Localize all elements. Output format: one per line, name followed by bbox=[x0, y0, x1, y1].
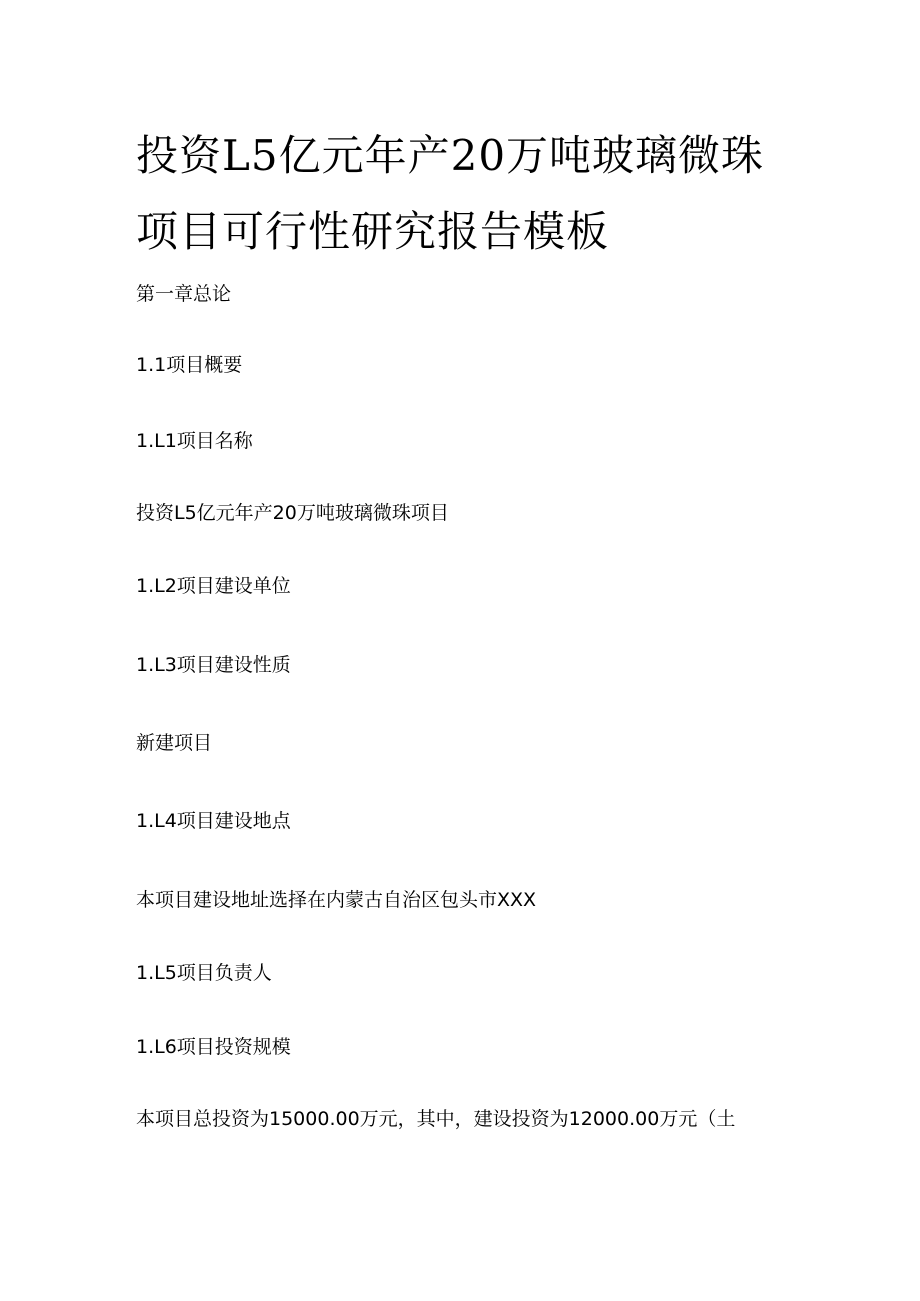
chapter-heading: 第一章总论 bbox=[136, 283, 232, 305]
paragraph-investment-scale: 本项目总投资为15000.00万元，其中，建设投资为12000.00万元（土 bbox=[136, 1108, 736, 1130]
subsection-heading-construction-site: 1.L4项目建设地点 bbox=[136, 810, 291, 832]
subsection-heading-construction-unit: 1.L2项目建设单位 bbox=[136, 575, 291, 597]
document-title: 投资L5亿元年产20万吨玻璃微珠项目可行性研究报告模板 bbox=[136, 131, 765, 256]
paragraph-construction-nature: 新建项目 bbox=[136, 732, 213, 754]
subsection-heading-investment-scale: 1.L6项目投资规模 bbox=[136, 1036, 291, 1058]
section-heading-overview: 1.1项目概要 bbox=[136, 354, 243, 376]
subsection-heading-project-leader: 1.L5项目负责人 bbox=[136, 962, 272, 984]
subsection-heading-construction-nature: 1.L3项目建设性质 bbox=[136, 654, 291, 676]
subsection-heading-project-name: 1.L1项目名称 bbox=[136, 430, 253, 452]
paragraph-construction-site: 本项目建设地址选择在内蒙古自治区包头市XXX bbox=[136, 889, 537, 911]
paragraph-project-name: 投资L5亿元年产20万吨玻璃微珠项目 bbox=[136, 502, 449, 524]
